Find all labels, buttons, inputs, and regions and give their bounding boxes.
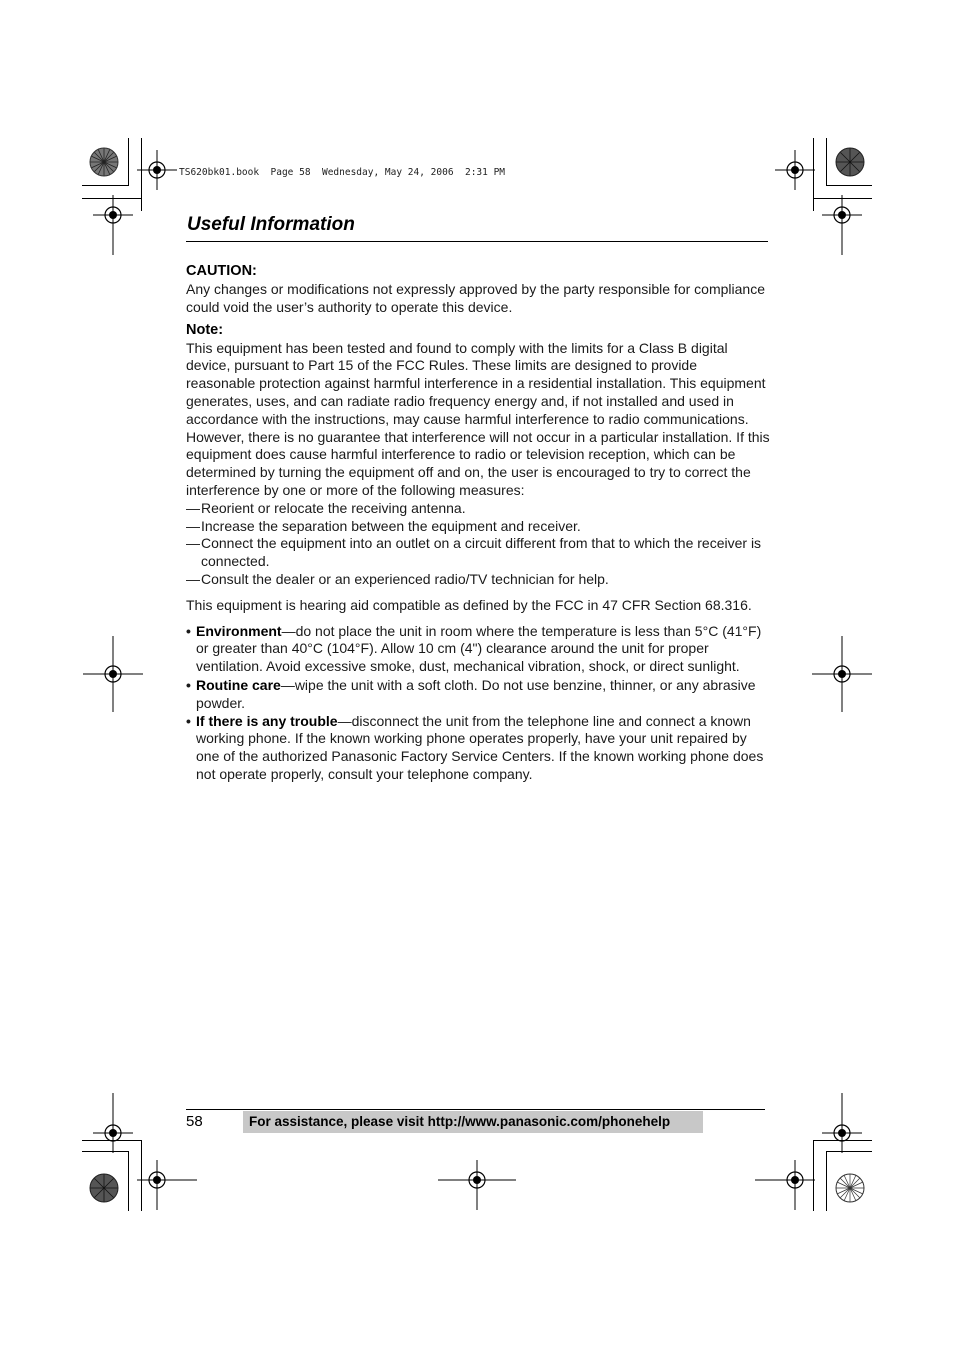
crosshair-mark-icon xyxy=(137,1160,197,1210)
crosshair-mark-icon xyxy=(83,636,143,712)
bullet-icon: • xyxy=(186,622,191,639)
dash-marker: — xyxy=(186,517,200,534)
care-text: —wipe the unit with a soft cloth. Do not use benzine, thinner, or any abrasive powder. xyxy=(196,676,756,711)
page-content xyxy=(186,262,770,784)
print-slug: TS620bk01.book Page 58 Wednesday, May 24, 2006 2:31 PM xyxy=(179,167,506,178)
hearing-aid-text: This equipment is hearing aid compatible as defined by the FCC in 47 CFR Section 68.316. xyxy=(186,596,752,613)
starburst-mark-icon xyxy=(89,147,119,177)
starburst-mark-icon xyxy=(835,1173,865,1203)
care-term: If there is any trouble xyxy=(196,712,338,729)
care-text: —disconnect the unit from the telephone line and connect a known working phone. If the known working phone operates properly, have your unit repaired by one of the authorized Panasonic Factory Service Centers. If the known working phone does not operate properly, consult your telephone company. xyxy=(196,712,764,782)
caution-text: Any changes or modifications not expressly approved by the party responsible for compliance could void the user’s authority to operate this device. xyxy=(186,281,765,315)
dash-marker: — xyxy=(186,570,200,587)
list-item xyxy=(186,623,770,676)
bullet-icon: • xyxy=(186,712,191,729)
note-heading: Note: xyxy=(186,321,224,338)
title-rule xyxy=(186,241,768,242)
measure-text: Connect the equipment into an outlet on a circuit different from that to which the receiver is connected. xyxy=(201,535,762,570)
care-term: Routine care xyxy=(196,676,281,693)
crosshair-mark-icon xyxy=(137,150,177,190)
crosshair-mark-icon xyxy=(755,1160,815,1210)
list-item xyxy=(186,571,770,589)
crosshair-mark-icon xyxy=(812,636,872,712)
measure-text: Reorient or relocate the receiving antenna. xyxy=(201,499,466,516)
list-item xyxy=(186,535,770,571)
footer-rule xyxy=(186,1109,765,1110)
list-item xyxy=(186,518,770,536)
caution-heading: CAUTION: xyxy=(186,263,257,279)
starburst-mark-icon xyxy=(835,147,865,177)
care-term: Environment xyxy=(196,622,282,639)
bullet-icon: • xyxy=(186,676,191,693)
list-item xyxy=(186,500,770,518)
crosshair-mark-icon xyxy=(93,1093,133,1153)
dash-marker: — xyxy=(186,499,200,516)
page-number: 58 xyxy=(186,1113,203,1130)
list-item xyxy=(186,677,770,713)
crosshair-mark-icon xyxy=(775,150,815,190)
section-title: Useful Information xyxy=(187,214,355,235)
crosshair-mark-icon xyxy=(822,195,862,255)
care-list xyxy=(186,623,770,784)
list-item xyxy=(186,713,770,784)
care-text: —do not place the unit in room where the temperature is less than 5°C (41°F) or greater than 40°C (104°F). Allow 10 cm (4") clearance around the unit for proper ventilation. Avoid excessive smoke, dust, mechanical vibration, shock, or direct sunlight. xyxy=(196,622,762,675)
measure-text: Consult the dealer or an experienced radio/TV technician for help. xyxy=(201,570,609,587)
interference-measures-list xyxy=(186,500,770,589)
starburst-mark-icon xyxy=(89,1173,119,1203)
crosshair-mark-icon xyxy=(438,1160,516,1210)
crosshair-mark-icon xyxy=(822,1093,862,1153)
assistance-banner: For assistance, please visit http://www.panasonic.com/phonehelp xyxy=(243,1111,703,1133)
note-text: This equipment has been tested and found to comply with the limits for a Class B digital device, pursuant to Part 15 of the FCC Rules. These limits are designed to provide reasonable protection against harmful interference in a residential installation. This equipment generates, uses, and can radiate radio frequency energy and, if not installed and used in accordance with the instructions, may cause harmful interference to radio communications. However, there is no guarantee that interference will not occur in a particular installation. If this equipment does cause harmful interference to radio or television reception, which can be determined by turning the equipment off and on, the user is encouraged to try to correct the interference by one or more of the following measures: xyxy=(186,339,770,498)
measure-text: Increase the separation between the equipment and receiver. xyxy=(201,517,581,534)
dash-marker: — xyxy=(186,535,200,552)
crosshair-mark-icon xyxy=(93,195,133,255)
